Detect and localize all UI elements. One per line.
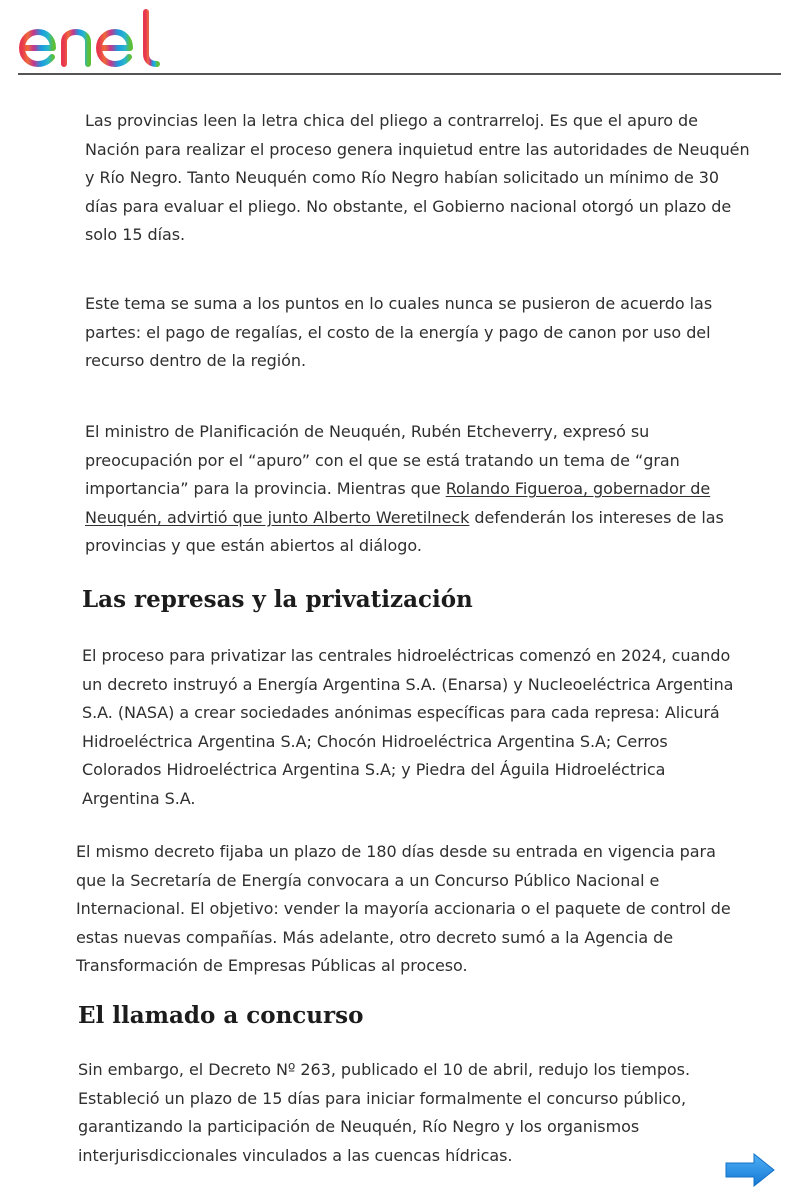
enel-logo[interactable] [16, 8, 176, 70]
article-paragraph: El mismo decreto fijaba un plazo de 180 días desde su entrada en vigencia para que la Secretaría de Energía convocara a un Concurso Público Nacional e Internacional. El objetivo: vender la mayoría accionaria o el paquete de control de estas nuevas compañías. Más adelante, otro decreto sumó a la Agencia de Transformación de Empresas Públicas al proceso. [76, 842, 731, 976]
arrow-right-icon[interactable] [724, 1152, 776, 1188]
paragraph-text: El ministro de Planificación de Neuquén, Rubén Etcheverry, expresó su preocupación por el “apuro” con el que se está tratando un tema de “gran importancia” para la provincia. Mientras que [85, 422, 680, 499]
article-paragraph: Sin embargo, el Decreto Nº 263, publicado el 10 de abril, redujo los tiempos. Estableció un plazo de 15 días para iniciar formalmente el concurso público, garantizando la participación de Neuquén, Río Negro y los organismos interjurisdiccionales vinculados a las cuencas hídricas. [78, 1060, 690, 1165]
article-paragraph: El proceso para privatizar las centrales hidroeléctricas comenzó en 2024, cuando un decreto instruyó a Energía Argentina S.A. (Enarsa) y Nucleoeléctrica Argentina S.A. (NASA) a crear sociedades anónimas específicas para cada represa: Alicurá Hidroeléctrica Argentina S.A; Chocón Hidroeléctrica Argentina S.A; Cerros Colorados Hidroeléctrica Argentina S.A; y Piedra del Águila Hidroeléctrica Argentina S.A. [82, 646, 734, 808]
section-heading: El llamado a concurso [78, 1002, 364, 1029]
header-divider [18, 73, 781, 75]
header [0, 0, 800, 76]
paragraph-text: defenderán los intereses de las provincias y que están abiertos al diálogo. [85, 507, 724, 556]
article-paragraph [85, 418, 750, 561]
article-paragraph: Este tema se suma a los puntos en lo cuales nunca se pusieron de acuerdo las partes: el pago de regalías, el costo de la energía y pago de canon por uso del recurso dentro de la región. [85, 294, 713, 371]
section-heading: Las represas y la privatización [82, 586, 473, 613]
article-link[interactable]: Rolando Figueroa, gobernador de Neuquén, advirtió que junto Alberto Weretilneck [85, 479, 711, 527]
article-paragraph: Las provincias leen la letra chica del pliego a contrarreloj. Es que el apuro de Nación para realizar el proceso genera inquietud entre las autoridades de Neuquén y Río Negro. Tanto Neuquén como Río Negro habían solicitado un mínimo de 30 días para evaluar el pliego. No obstante, el Gobierno nacional otorgó un plazo de solo 15 días. [85, 111, 750, 245]
